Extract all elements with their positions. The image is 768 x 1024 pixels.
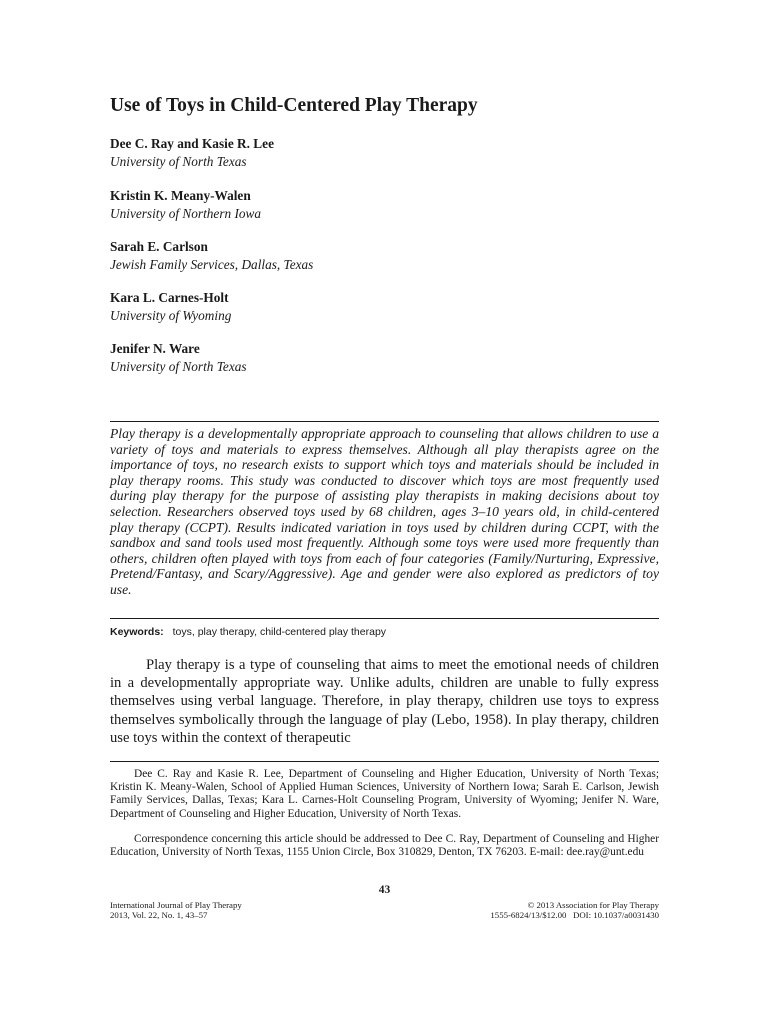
author-name: Dee C. Ray and Kasie R. Lee xyxy=(110,136,274,151)
author-affiliation: University of Wyoming xyxy=(110,308,232,323)
copyright: © 2013 Association for Play Therapy xyxy=(527,900,659,910)
author-note: Dee C. Ray and Kasie R. Lee, Department of Counseling and Higher Education, University of North Texas; Kristin K. Meany-Walen, School of Applied Human Sciences, University of Northern Iowa; Sarah E. Carlson, Jewish Family Services, Dallas, Texas; Kara L. Carnes-Holt Counseling Program, University of Wyoming; Jenifer N. Ware, Department of Counseling and Higher Education, University of North Texas. xyxy=(110,768,659,820)
body-paragraph: Play therapy is a type of counseling that aims to meet the emotional needs of children in a developmentally appropriate way. Unlike adults, children are unable to fully express themselves using verbal language. Therefore, in play therapy, children use toys to express themselves symbolically through the language of play (Lebo, 1958). In play therapy, children use toys within the context of therapeutic xyxy=(110,657,659,746)
author-block-2 xyxy=(110,187,261,223)
issn-doi: 1555-6824/13/$12.00 DOI: 10.1037/a0031430 xyxy=(490,910,659,920)
author-affiliation: University of Northern Iowa xyxy=(110,206,262,221)
author-block-1 xyxy=(110,135,274,171)
paper-title: Use of Toys in Child-Centered Play Therapy xyxy=(110,95,478,116)
author-block-4 xyxy=(110,289,231,325)
journal-name: International Journal of Play Therapy xyxy=(110,900,242,910)
journal-info xyxy=(110,900,242,920)
keywords-value: toys, play therapy, child-centered play therapy xyxy=(172,626,387,638)
author-block-3 xyxy=(110,238,313,274)
page-number: 43 xyxy=(378,884,391,896)
journal-volume: 2013, Vol. 22, No. 1, 43–57 xyxy=(110,910,208,920)
author-name: Kara L. Carnes-Holt xyxy=(110,290,229,305)
author-affiliation: Jewish Family Services, Dallas, Texas xyxy=(110,257,314,272)
abstract-top-rule xyxy=(110,421,659,422)
correspondence-note: Correspondence concerning this article should be addressed to Dee C. Ray, Department of Counseling and Higher Education, University of North Texas, 1155 Union Circle, Box 310829, Denton, TX 76203. E-mail: dee.ray@unt.edu xyxy=(110,833,659,859)
copyright-info xyxy=(490,900,659,920)
keywords-label: Keywords: xyxy=(110,626,164,638)
author-name: Sarah E. Carlson xyxy=(110,239,208,254)
author-block-5 xyxy=(110,340,247,376)
author-name: Jenifer N. Ware xyxy=(110,341,200,356)
abstract: Play therapy is a developmentally appropriate approach to counseling that allows children to use a variety of toys and materials to express themselves. Although all play therapists agree on the importance of toys, no research exists to support which toys and materials should be included in play therapy rooms. This study was conducted to discover which toys are most frequently used during play therapy for the purpose of assisting play therapists in making decisions about toy selection. Researchers observed toys used by 68 children, ages 3–10 years old, in child-centered play therapy (CCPT). Results indicated variation in toys used by children during CCPT, with the sandbox and sand tools used most frequently. Although some toys were used more frequently than others, children often played with toys from each of four categories (Family/Nurturing, Expressive, Pretend/Fantasy, and Scary/Aggressive). Age and gender were also explored as predictors of toy use. xyxy=(110,426,659,597)
author-affiliation: University of North Texas xyxy=(110,154,247,169)
abstract-bottom-rule xyxy=(110,618,659,619)
paper-page xyxy=(110,0,659,1024)
author-affiliation: University of North Texas xyxy=(110,359,247,374)
footnote-rule xyxy=(110,761,659,762)
keywords xyxy=(110,625,659,639)
author-name: Kristin K. Meany-Walen xyxy=(110,188,251,203)
